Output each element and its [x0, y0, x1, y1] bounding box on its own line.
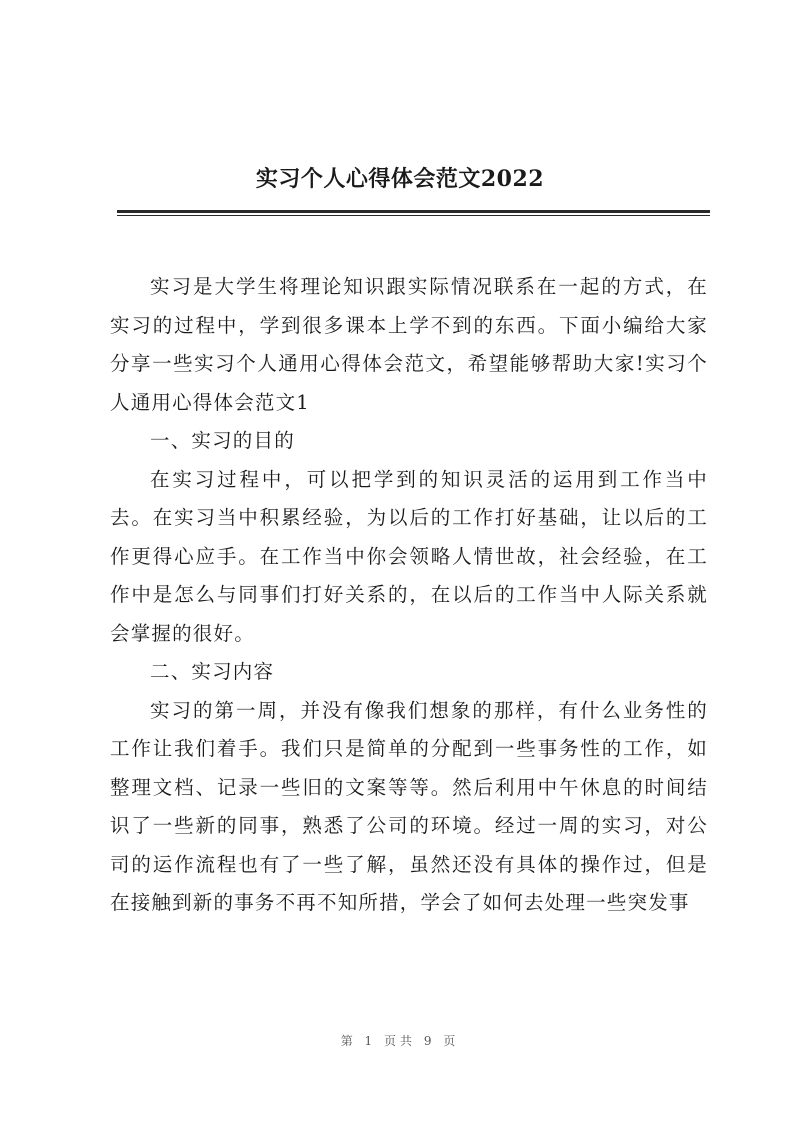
paragraph-content: 实习的第一周，并没有像我们想象的那样，有什么业务性的工作让我们着手。我们只是简单的分配到一些事务性的工作，如整理文档、记录一些旧的文案等等。然后利用中午休息的时间结识了一些新的同事，熟悉了公司的环境。经过一周的实习，对公司的运作流程也有了一些了解，虽然还没有具体的操作过，但是在接触到新的事务不再不知所措，学会了如何去处理一些突发事: [110, 698, 708, 914]
title-divider-thin: [117, 215, 710, 216]
section-heading-content: 二、实习内容: [150, 660, 275, 683]
title-divider: [117, 210, 710, 213]
document-body: [110, 268, 708, 923]
section-heading-purpose: 一、实习的目的: [150, 429, 295, 452]
paragraph-intro: 实习是大学生将理论知识跟实际情况联系在一起的方式，在实习的过程中，学到很多课本上学不到的东西。下面小编给大家分享一些实习个人通用心得体会范文，希望能够帮助大家!实习个人通用心得体会范文1: [110, 275, 708, 414]
page-number-footer: 第 1 页共 9 页: [340, 1034, 460, 1048]
page-title: 实习个人心得体会范文2022: [255, 166, 545, 192]
paragraph-purpose: 在实习过程中，可以把学到的知识灵活的运用到工作当中去。在实习当中积累经验，为以后的工作打好基础，让以后的工作更得心应手。在工作当中你会领略人情世故，社会经验，在工作中是怎么与同事们打好关系的，在以后的工作当中人际关系就会掌握的很好。: [110, 467, 708, 645]
